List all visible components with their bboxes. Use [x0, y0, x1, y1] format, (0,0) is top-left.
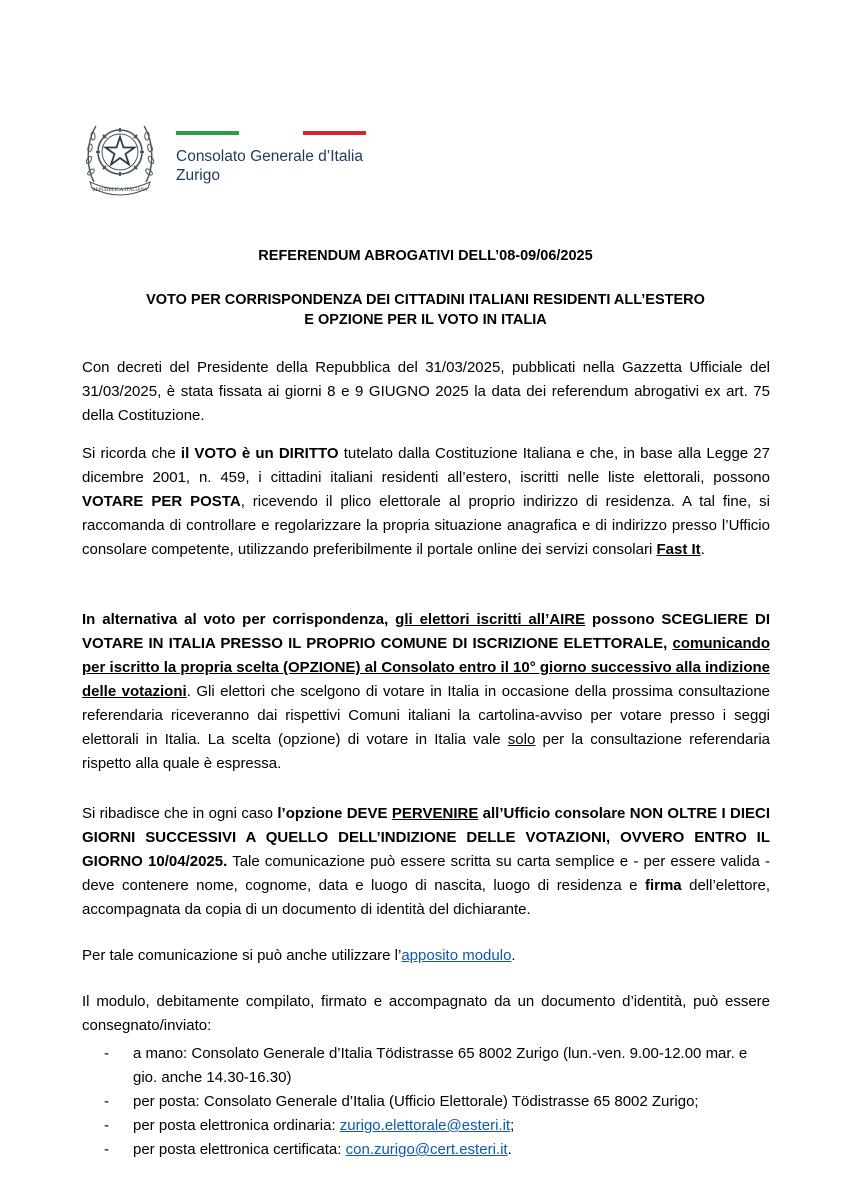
org-line-2: Zurigo — [176, 167, 220, 184]
email-ordinary-link[interactable]: zurigo.elettorale@esteri.it — [339, 1117, 511, 1134]
list-dash: - — [104, 1141, 109, 1158]
bold-span: all’Ufficio consolare NON OLTRE I DIECI GIORNI SUCCESSIVI A QUELLO DELL’INDIZIONE DELLE VOTAZIONI, OVVERO ENTRO IL GIORNO 10/04/2025. — [82, 805, 770, 870]
list-item — [82, 1138, 770, 1162]
bold-span: firma — [644, 877, 682, 894]
text-span: Tale comunicazione può essere scritta su carta semplice e - per essere valida - deve contenere nome, cognome, data e luogo di nascita, luogo di residenza e — [82, 853, 770, 894]
flag-green — [176, 131, 239, 135]
paragraph-delivery: Il modulo, debitamente compilato, firmato e accompagnato da un documento d’identità, può essere consegnato/inviato: — [82, 993, 770, 1034]
text-span: dell’elettore, accompagnata da copia di un documento di identità del dichiarante. — [82, 877, 770, 918]
svg-text:REPUBBLICA ITALIANA: REPUBBLICA ITALIANA — [92, 188, 148, 193]
email-certified-link[interactable]: con.zurigo@cert.esteri.it — [345, 1141, 508, 1158]
document-subtitle — [0, 290, 851, 330]
document-title: REFERENDUM ABROGATIVI DELL’08-09/06/2025 — [258, 248, 593, 264]
text-span: Si ricorda che — [82, 445, 181, 462]
paragraph-form — [82, 944, 770, 968]
org-line-1: Consolato Generale d’Italia — [176, 148, 363, 165]
bold-span: possono SCEGLIERE DI VOTARE IN ITALIA PRESSO IL PROPRIO COMUNE DI ISCRIZIONE ELETTORALE, — [82, 611, 770, 652]
list-dash: - — [104, 1045, 109, 1062]
paragraph-decrees: Con decreti del Presidente della Repubblica del 31/03/2025, pubblicati nella Gazzetta Ufficiale del 31/03/2025, è stata fissata ai giorni 8 e 9 GIUGNO 2025 la data dei referendum abrogativi ex art. 75 della Costituzione. — [82, 359, 770, 424]
bold-span: il VOTO è un DIRITTO — [180, 445, 339, 462]
list-item-text: per posta elettronica certificata: — [133, 1141, 346, 1158]
text-span: Si ribadisce che in ogni caso — [82, 805, 278, 822]
list-item-text: per posta: Consolato Generale d’Italia (Ufficio Elettorale) Tödistrasse 65 8002 Zurigo; — [133, 1093, 699, 1110]
underline-span: solo — [507, 731, 536, 748]
paragraph-option-vote-italy — [82, 608, 770, 776]
bold-underline-span: gli elettori iscritti all’AIRE — [395, 611, 586, 628]
consulate-name — [176, 147, 363, 185]
text-span: per la consultazione referendaria rispetto alla quale è espressa. — [82, 731, 770, 772]
italian-republic-emblem-icon — [82, 112, 158, 200]
text-span: , ricevendo il plico elettorale al proprio indirizzo di residenza. A tal fine, si raccomanda di controllare e regolarizzare la propria situazione anagrafica e di indirizzo presso l’Ufficio consolare competente, utilizzando preferibilmente il portale online dei servizi consolari — [82, 493, 770, 558]
delivery-methods-list — [82, 1042, 770, 1162]
bold-span: l’opzione DEVE — [277, 805, 392, 822]
text-span: . — [700, 541, 705, 558]
subtitle-line-2: E OPZIONE PER IL VOTO IN ITALIA — [304, 312, 547, 328]
subtitle-line-1: VOTO PER CORRISPONDENZA DEI CITTADINI ITALIANI RESIDENTI ALL’ESTERO — [146, 292, 705, 308]
fast-it-text: Fast It — [656, 541, 701, 558]
bold-span: In alternativa al voto per corrispondenza, — [82, 611, 396, 628]
text-span: . — [511, 947, 516, 964]
list-dash: - — [104, 1093, 109, 1110]
list-item — [82, 1114, 770, 1138]
text-span: Per tale comunicazione si può anche utilizzare l’ — [82, 947, 402, 964]
list-item — [82, 1042, 770, 1090]
list-item-text: a mano: Consolato Generale d’Italia Tödistrasse 65 8002 Zurigo (lun.-ven. 9.00-12.00 mar. e gio. anche 14.30-16.30) — [133, 1045, 748, 1086]
list-item-text: per posta elettronica ordinaria: — [133, 1117, 340, 1134]
text-span: tutelato dalla Costituzione Italiana e che, in base alla Legge 27 dicembre 2001, n. 459, i cittadini italiani residenti all’estero, iscritti nelle liste elettorali, possono — [82, 445, 770, 486]
paragraph-deadline — [82, 802, 770, 922]
paragraph-right-to-vote — [82, 442, 770, 562]
bold-span: VOTARE PER POSTA — [82, 493, 241, 510]
flag-white — [239, 131, 302, 135]
apposito-modulo-link[interactable]: apposito modulo — [401, 947, 512, 964]
bold-underline-span: PERVENIRE — [391, 805, 479, 822]
list-item-text: . — [507, 1141, 512, 1158]
bold-underline-span: comunicando per iscritto la propria scelta (OPZIONE) al Consolato entro il 10° giorno successivo alla indizione delle votazioni — [82, 635, 770, 700]
list-item-text: ; — [510, 1117, 515, 1134]
list-item — [82, 1090, 770, 1114]
tricolor-line — [176, 131, 366, 135]
flag-red — [303, 131, 366, 135]
text-span: . Gli elettori che scelgono di votare in Italia in occasione della prossima consultazione referendaria riceveranno dai rispettivi Comuni italiani la cartolina-avviso per votare presso i seggi elettorali in Italia. La scelta (opzione) di votare in Italia vale — [82, 683, 771, 748]
list-dash: - — [104, 1117, 109, 1134]
